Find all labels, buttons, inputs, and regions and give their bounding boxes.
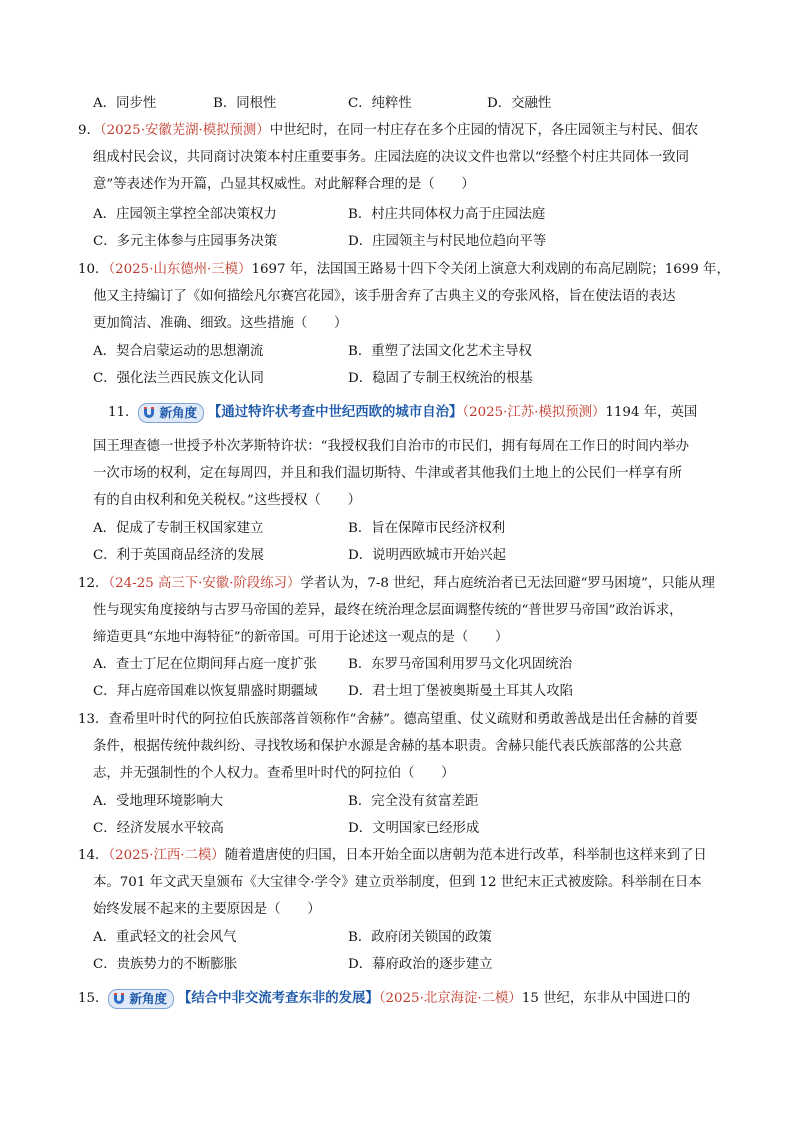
question-text: 随着遣唐使的归国，日本开始全面以唐朝为范本进行改革，科举制也这样来到了日 bbox=[224, 848, 707, 863]
new-angle-badge bbox=[138, 403, 204, 423]
question-text: 1194 年，英国 bbox=[605, 405, 698, 420]
question-tag: 【结合中非交流考查东非的发展】 bbox=[177, 990, 379, 1006]
q13-options-row-2 bbox=[93, 820, 733, 838]
q14-options-row-2 bbox=[93, 956, 733, 974]
q8-option-a[interactable]: A．同步性 bbox=[93, 96, 157, 111]
q12-option-c[interactable]: C．拜占庭帝国难以恢复鼎盛时期疆域 bbox=[93, 684, 318, 699]
q13-option-a[interactable]: A．受地理环境影响大 bbox=[93, 794, 224, 809]
q13-option-d[interactable]: D．文明国家已经形成 bbox=[348, 821, 480, 836]
q14-stem-line-2: 本。701 年文武天皇颁布《大宝律令·学令》建立贡举制度，但到 12 世纪末正式被废除。科举制在日本 bbox=[93, 875, 702, 890]
question-text: 中世纪时，在同一村庄存在多个庄园的情况下，各庄园领主与村民、佃农 bbox=[269, 123, 699, 138]
q13-option-b[interactable]: B．完全没有贫富差距 bbox=[348, 794, 479, 809]
new-angle-badge bbox=[108, 989, 174, 1009]
q9-options-row-2 bbox=[93, 233, 733, 251]
badge-label: 新角度 bbox=[159, 404, 197, 420]
question-number: 13． bbox=[78, 712, 109, 727]
q11-stem-line-4: 有的自由权利和免关税权。”这些授权（ ） bbox=[93, 493, 361, 508]
question-number: 12． bbox=[78, 576, 109, 591]
q12-option-b[interactable]: B．东罗马帝国利用罗马文化巩固统治 bbox=[348, 657, 573, 672]
q15-stem-line-1 bbox=[78, 988, 738, 1009]
q10-stem-line-1 bbox=[78, 261, 738, 279]
question-source: （24-25 高三下·安徽·阶段练习） bbox=[108, 576, 301, 591]
q14-stem-line-1 bbox=[78, 847, 738, 865]
question-text: 查希里叶时代的阿拉伯氏族部落首领称作“舍赫”。德高望重、仗义疏财和勇敢善战是出任舍赫的首要 bbox=[108, 712, 698, 727]
q14-stem-line-3: 始终发展不起来的主要原因是（ ） bbox=[93, 902, 321, 917]
magnet-icon bbox=[111, 991, 127, 1007]
q11-option-a[interactable]: A．促成了专制王权国家建立 bbox=[93, 521, 264, 536]
q10-option-b[interactable]: B．重塑了法国文化艺术主导权 bbox=[348, 344, 532, 359]
q12-option-d[interactable]: D．君士坦丁堡被奥斯曼土耳其人攻陷 bbox=[348, 684, 573, 699]
q8-option-d[interactable]: D．交融性 bbox=[487, 96, 552, 111]
question-source: （2025·安徽芜湖·模拟预测） bbox=[99, 123, 270, 138]
q12-options-row-2 bbox=[93, 683, 733, 701]
q14-option-a[interactable]: A．重武轻文的社会风气 bbox=[93, 930, 237, 945]
q11-stem-line-3: 一次市场的权利，定在每周四，并且和我们温切斯特、牛津或者其他我们土地上的公民们一样享有所 bbox=[93, 466, 683, 481]
q10-options-row-2 bbox=[93, 370, 733, 388]
q9-option-d[interactable]: D．庄园领主与村民地位趋向平等 bbox=[348, 234, 547, 249]
q9-option-b[interactable]: B．村庄共同体权力高于庄园法庭 bbox=[348, 207, 546, 222]
q12-stem-line-2: 性与现实角度接纳与古罗马帝国的差异，最终在统治理念层面调整传统的“普世罗马帝国”政治诉求， bbox=[93, 603, 683, 618]
question-tag: 【通过特许状考查中世纪西欧的城市自治】 bbox=[207, 404, 463, 420]
q13-stem-line-3: 志，并无强制性的个人权力。查希里叶时代的阿拉伯（ ） bbox=[93, 766, 455, 781]
question-number: 11． bbox=[108, 405, 139, 420]
question-number: 10． bbox=[78, 262, 109, 277]
q11-option-d[interactable]: D．说明西欧城市开始兴起 bbox=[348, 548, 507, 563]
question-number: 15． bbox=[78, 991, 109, 1006]
q9-options-row-1 bbox=[93, 206, 733, 224]
question-text: 15 世纪，东非从中国进口的 bbox=[521, 991, 691, 1006]
q11-option-c[interactable]: C．利于英国商品经济的发展 bbox=[93, 548, 264, 563]
q13-stem-line-2: 条件，根据传统仲裁纠纷、寻找牧场和保护水源是舍赫的基本职责。舍赫只能代表氏族部落的公共意 bbox=[93, 739, 683, 754]
badge-label: 新角度 bbox=[129, 990, 167, 1006]
question-source: （2025·北京海淀·二模） bbox=[378, 991, 522, 1006]
q9-stem-line-1 bbox=[78, 122, 738, 140]
q10-stem-line-3: 更加简洁、准确、细致。这些措施（ ） bbox=[93, 316, 348, 331]
q9-stem-line-3: 意”等表述作为开篇，凸显其权威性。对此解释合理的是（ ） bbox=[93, 177, 475, 192]
question-source: （2025·江苏·模拟预测） bbox=[462, 405, 606, 420]
q13-options-row-1 bbox=[93, 793, 733, 811]
q11-option-b[interactable]: B．旨在保障市民经济权利 bbox=[348, 521, 506, 536]
q11-stem-line-2: 国王理查德一世授予朴次茅斯特许状：“我授权我们自治市的市民们，拥有每周在工作日的时间内举办 bbox=[93, 439, 690, 454]
q10-option-a[interactable]: A．契合启蒙运动的思想潮流 bbox=[93, 344, 264, 359]
q9-stem-line-2: 组成村民会议，共同商讨决策本村庄重要事务。庄园法庭的决议文件也常以“经整个村庄共同体一致同 bbox=[93, 150, 690, 165]
q10-option-c[interactable]: C．强化法兰西民族文化认同 bbox=[93, 371, 264, 386]
q11-options-row-1 bbox=[93, 520, 733, 538]
q8-option-b[interactable]: B．同根性 bbox=[213, 96, 277, 111]
question-number: 9． bbox=[78, 123, 100, 138]
question-text: 1697 年，法国国王路易十四下令关闭上演意大利戏剧的布高尼剧院；1699 年， bbox=[251, 262, 730, 277]
q11-stem-line-1 bbox=[108, 402, 738, 423]
q9-option-a[interactable]: A．庄园领主掌控全部决策权力 bbox=[93, 207, 277, 222]
q10-stem-line-2: 他又主持编订了《如何描绘凡尔赛宫花园》，该手册舍弃了古典主义的夸张风格，旨在使法语的表达 bbox=[93, 289, 676, 304]
q14-options-row-1 bbox=[93, 929, 733, 947]
q8-options bbox=[93, 95, 733, 113]
q14-option-b[interactable]: B．政府闭关锁国的政策 bbox=[348, 930, 492, 945]
question-source: （2025·山东德州·三模） bbox=[108, 262, 252, 277]
question-number: 14． bbox=[78, 848, 109, 863]
q9-option-c[interactable]: C．多元主体参与庄园事务决策 bbox=[93, 234, 278, 249]
q10-option-d[interactable]: D．稳固了专制王权统治的根基 bbox=[348, 371, 533, 386]
question-source: （2025·江西·二模） bbox=[108, 848, 225, 863]
q12-stem-line-3: 缔造更具“东地中海特征”的新帝国。可用于论述这一观点的是（ ） bbox=[93, 630, 509, 645]
q8-option-c[interactable]: C．纯粹性 bbox=[348, 96, 412, 111]
q14-option-c[interactable]: C．贵族势力的不断膨胀 bbox=[93, 957, 238, 972]
q14-option-d[interactable]: D．幕府政治的逐步建立 bbox=[348, 957, 493, 972]
question-text: 学者认为，7-8 世纪，拜占庭统治者已无法回避“罗马困境”，只能从理 bbox=[300, 576, 715, 591]
q11-options-row-2 bbox=[93, 547, 733, 565]
q13-option-c[interactable]: C．经济发展水平较高 bbox=[93, 821, 224, 836]
q12-stem-line-1 bbox=[78, 575, 738, 593]
q12-option-a[interactable]: A．查士丁尼在位期间拜占庭一度扩张 bbox=[93, 657, 317, 672]
q12-options-row-1 bbox=[93, 656, 733, 674]
magnet-icon bbox=[141, 405, 157, 421]
q13-stem-line-1 bbox=[78, 711, 738, 729]
q10-options-row-1 bbox=[93, 343, 733, 361]
